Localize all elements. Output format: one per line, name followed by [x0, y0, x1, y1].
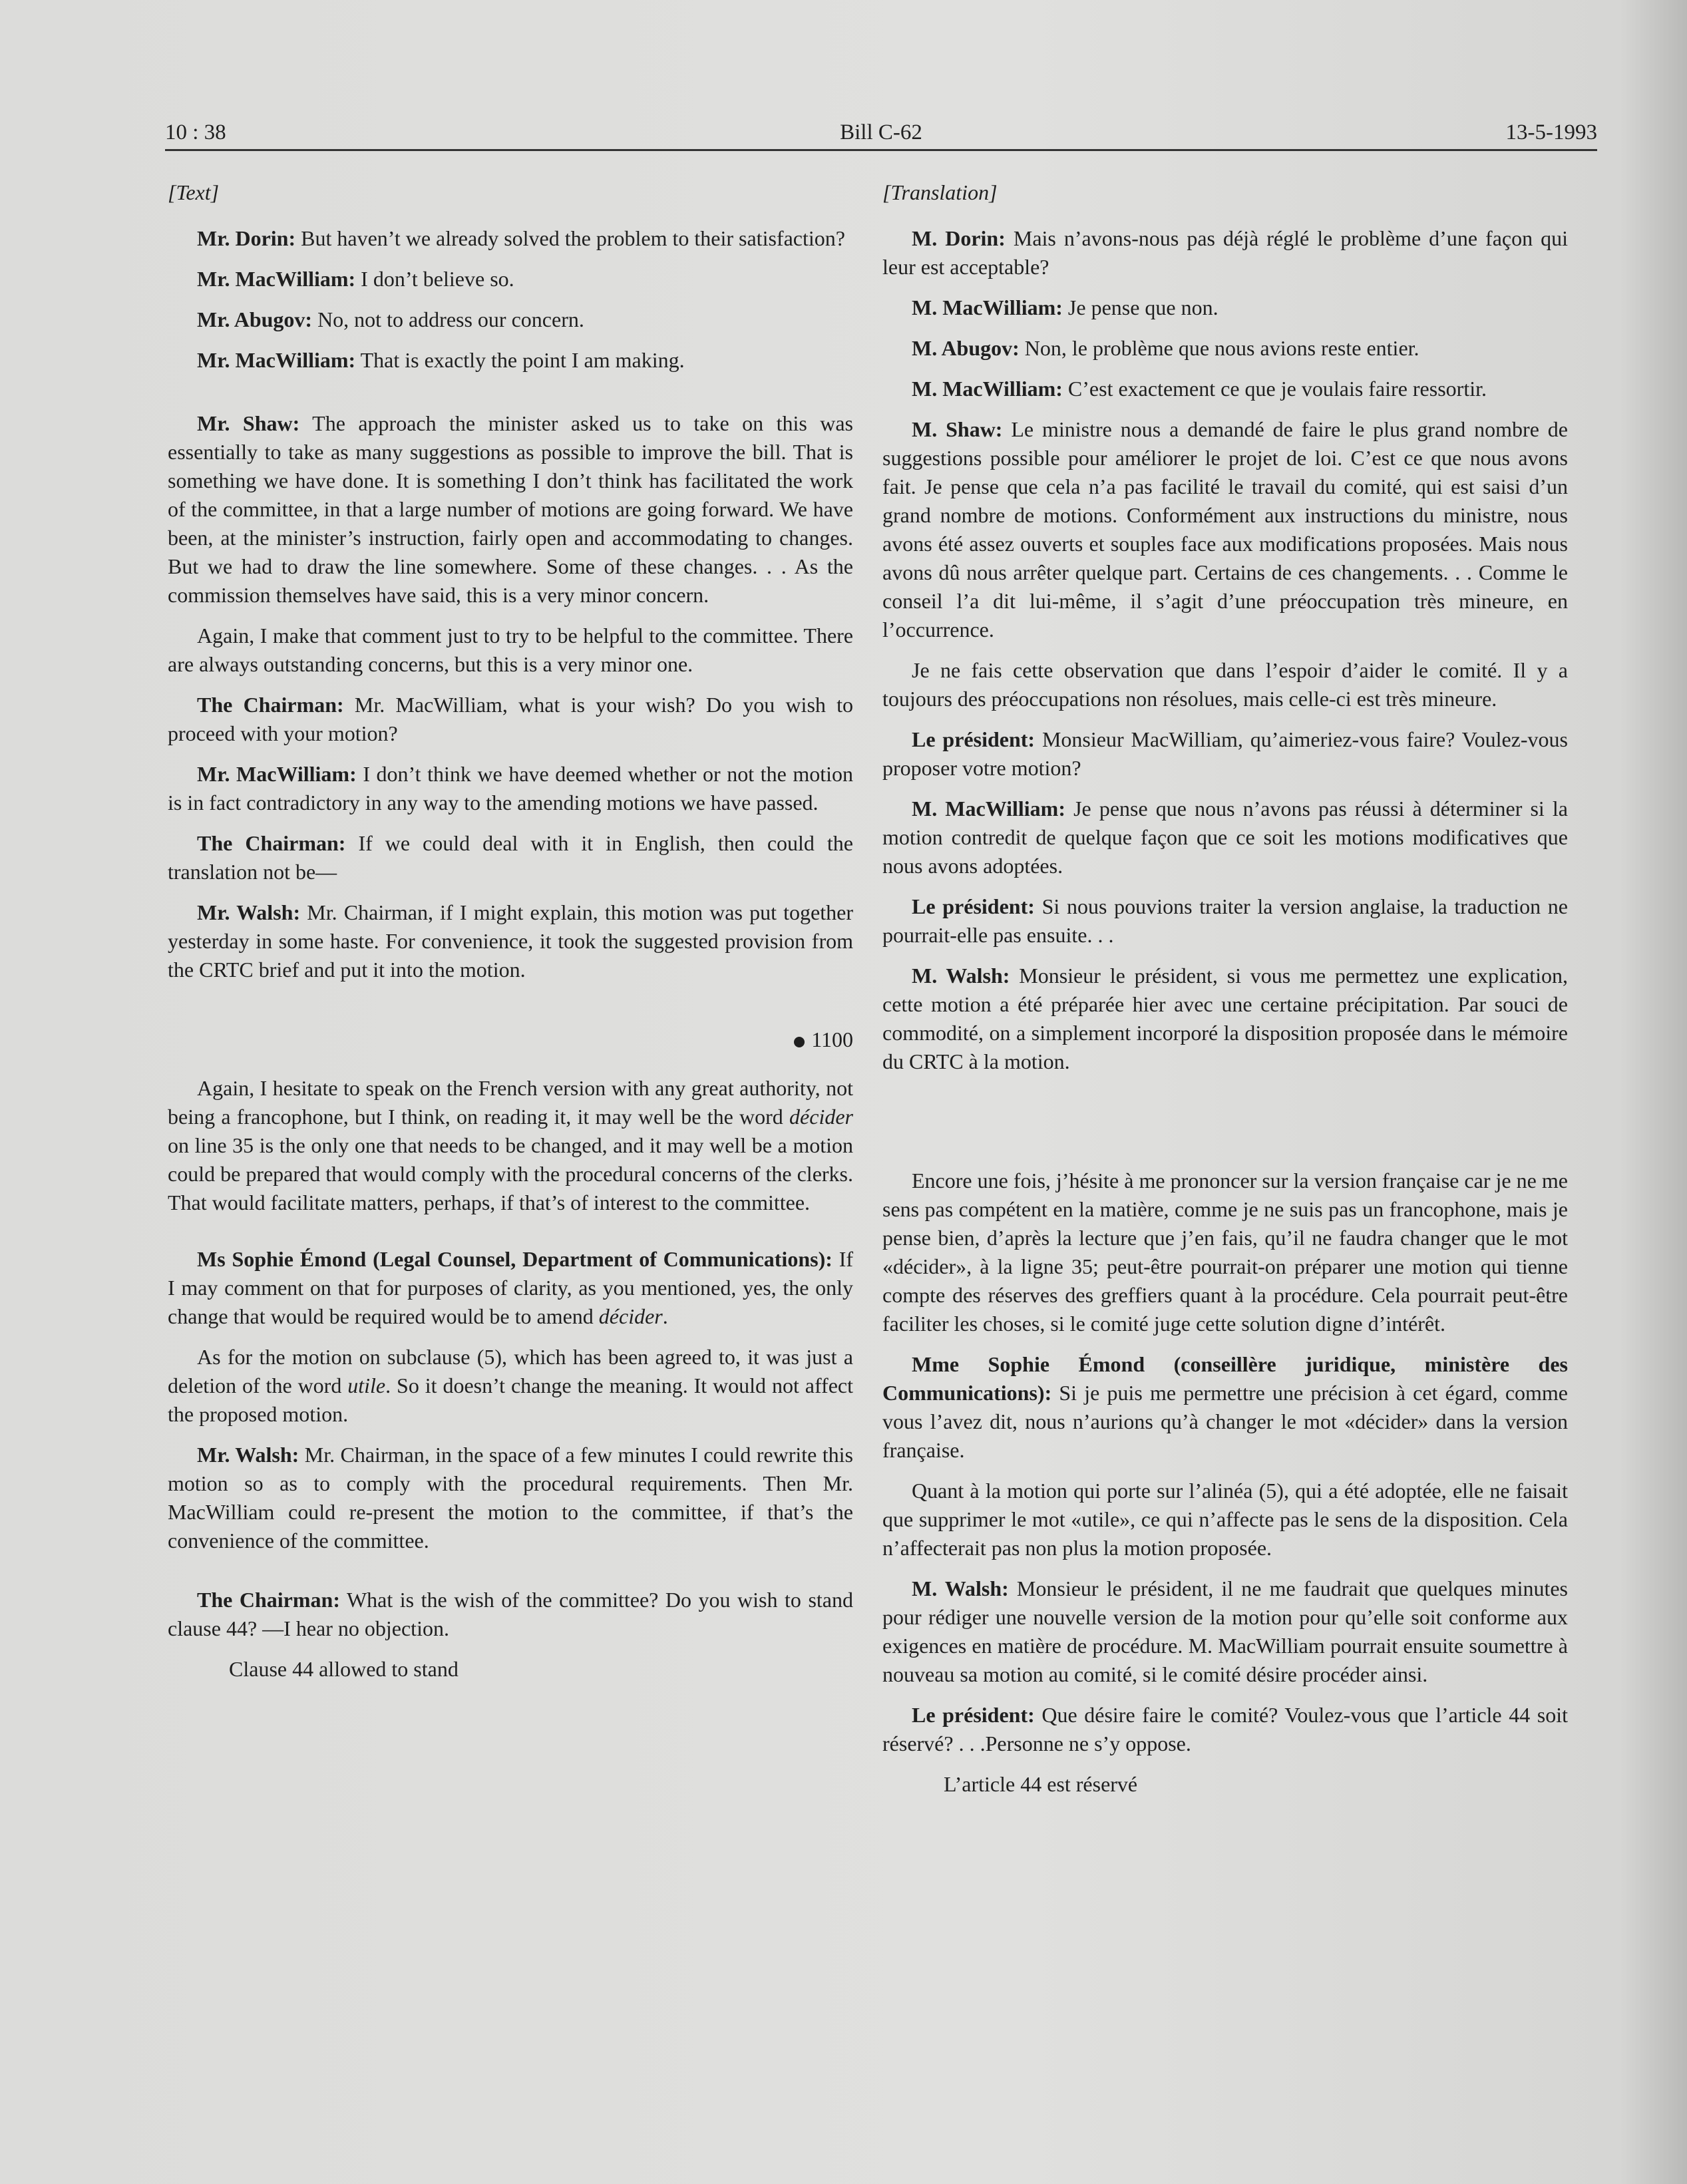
speech: But haven’t we already solved the problem to their satisfaction? — [295, 226, 845, 250]
paragraph — [882, 1574, 1568, 1689]
paragraph — [168, 760, 853, 817]
speaker: Mr. Abugov: — [197, 307, 313, 331]
speaker: M. Walsh: — [912, 1576, 1009, 1600]
speech: As for the motion on subclause (5), which has been agreed to, it was just a deletion of the word — [168, 1345, 853, 1397]
speaker: Le président: — [912, 894, 1035, 918]
speaker: M. MacWilliam: — [912, 377, 1063, 401]
paragraph — [168, 622, 853, 679]
speech: If we could deal with it in English, then could the translation not be— — [168, 831, 854, 884]
speech: on line 35 is the only one that needs to be changed, and it may well be a motion could be prepared that would comply with the procedural concerns of the clerks. That would facilitate matters, perhaps, if that’s of interest to the committee. — [168, 1133, 853, 1214]
paragraph — [168, 409, 853, 610]
speech: Non, le problème que nous avions reste entier. — [1019, 336, 1419, 360]
time-marker — [168, 1025, 853, 1054]
italic-word: décider — [598, 1304, 663, 1328]
speaker: Le président: — [912, 1703, 1035, 1727]
speaker: Ms Sophie Émond (Legal Counsel, Department of Communications): — [197, 1247, 833, 1271]
paragraph — [882, 795, 1568, 880]
italic-word: utile — [347, 1373, 386, 1397]
clause-result: L’article 44 est réservé — [944, 1772, 1138, 1796]
speech: . — [662, 1304, 668, 1328]
text-tag: [Text] — [168, 180, 220, 204]
paragraph — [168, 1586, 853, 1643]
speaker: M. Abugov: — [912, 336, 1020, 360]
speech: I don’t believe so. — [355, 267, 514, 291]
speaker: M. MacWilliam: — [912, 295, 1063, 319]
speaker: M. Shaw: — [912, 417, 1003, 441]
paragraph — [168, 346, 853, 375]
paragraph — [168, 898, 853, 984]
speech: Je ne fais cette observation que dans l’espoir d’aider le comité. Il y a toujours des préoccupations non résolues, mais celle-ci est très mineure. — [882, 658, 1568, 711]
paragraph — [168, 691, 853, 748]
paragraph — [168, 265, 853, 293]
time-marker-value: 1100 — [811, 1027, 853, 1051]
speech: Mais n’avons-nous pas déjà réglé le problème d’une façon qui leur est acceptable? — [882, 226, 1569, 279]
speaker: The Chairman: — [197, 1588, 340, 1612]
speech: Mr. Chairman, in the space of a few minutes I could rewrite this motion so as to comply with the procedural requirements. Then Mr. MacWilliam could re-present the motion to the committee, if that’s the convenience of the committee. — [168, 1443, 854, 1552]
paragraph — [168, 1245, 853, 1331]
english-column — [168, 178, 853, 1684]
speech: Quant à la motion qui porte sur l’alinéa (5), qui a été adoptée, elle ne faisait que supprimer le mot «utile», ce qui n’affecte pas le sens de la disposition. Cela n’affecterait pas non plus la motion proposée. — [882, 1479, 1568, 1560]
speech: The approach the minister asked us to take on this was essentially to take as many suggestions as possible to improve the bill. That is something we have done. It is something I don’t think has facilitated the work of the committee, in that a large number of motions are going forward. We have been, at the minister’s instruction, fairly open and accommodating to changes. But we had to draw the line somewhere. Some of these changes. . . As the commission themselves have said, this is a very minor concern. — [168, 411, 854, 607]
speech: Again, I hesitate to speak on the French version with any great authority, not being a francophone, but I think, on reading it, it may well be the word — [168, 1076, 853, 1129]
paragraph — [882, 656, 1568, 713]
speech: Si je puis me permettre une précision à cet égard, comme vous l’avez dit, nous n’aurions qu’à changer le mot «décider» dans la version française. — [882, 1381, 1568, 1462]
paragraph — [882, 892, 1568, 950]
speech: Le ministre nous a demandé de faire le plus grand nombre de suggestions possible pour améliorer le projet de loi. C’est ce que nous avons fait. Je pense que cela n’a pas facilité le travail du comité, qui est saisi d’un grand nombre de motions. Conformément aux instructions du ministre, nous avons été assez ouverts et souples face aux modifications proposées. Mais nous avons dû nous arrêter quelque part. Certains de ces changements. . . Comme le conseil l’a dit lui-même, il s’agit d’une préoccupation très mineure, en l’occurrence. — [882, 417, 1569, 641]
speech: Encore une fois, j’hésite à me prononcer sur la version française car je ne me sens pas compétent en la matière, comme je ne suis pas un francophone, mais je pense bien, d’après la lecture que j’en fais, qu’il ne faudra changer que le mot «décider», à la ligne 35; peut-être pourrait-on préparer une motion qui tienne compte des réserves des greffiers quant à la procédure. Cela pourrait peut-être faciliter les choses, si le comité juge cette solution digne d’intérêt. — [882, 1169, 1568, 1336]
speaker: The Chairman: — [197, 831, 346, 855]
speech: . So it doesn’t change the meaning. It would not affect the proposed motion. — [168, 1373, 854, 1426]
speaker: Mme Sophie Émond (conseillère juridique, ministère des Communications): — [882, 1352, 1568, 1405]
french-column — [882, 178, 1568, 1799]
speech: Monsieur le président, si vous me permettez une explication, cette motion a été préparée hier avec une certaine précipitation. Par souci de commodité, on a simplement incorporé la disposition proposée dans le mémoire du CRTC à la motion. — [882, 964, 1569, 1073]
speech: What is the wish of the committee? Do you wish to stand clause 44? —I hear no objection. — [168, 1588, 854, 1640]
paragraph — [168, 305, 853, 334]
speech: Again, I make that comment just to try to be helpful to the committee. There are always outstanding concerns, but this is a very minor one. — [168, 624, 853, 676]
paragraph — [882, 415, 1568, 644]
speaker: M. MacWilliam: — [912, 797, 1065, 820]
italic-word: décider — [789, 1105, 853, 1129]
speech: C’est exactement ce que je voulais faire ressortir. — [1062, 377, 1487, 401]
paragraph — [882, 1167, 1568, 1338]
speech: Je pense que nous n’avons pas réussi à déterminer si la motion contredit de quelque façon que ce soit les motions modificatives que nous avons adoptées. — [882, 797, 1569, 878]
speaker: Mr. MacWilliam: — [197, 348, 356, 372]
speech: No, not to address our concern. — [312, 307, 584, 331]
paragraph — [882, 293, 1568, 322]
speech: Je pense que non. — [1062, 295, 1218, 319]
speech: That is exactly the point I am making. — [355, 348, 685, 372]
paragraph — [882, 1701, 1568, 1758]
translation-tag: [Translation] — [882, 180, 998, 204]
paragraph — [882, 1477, 1568, 1562]
speaker: Le président: — [912, 727, 1035, 751]
speaker: M. Dorin: — [912, 226, 1006, 250]
speech: Mr. Chairman, if I might explain, this motion was put together yesterday in some haste. For convenience, it took the suggested provision from the CRTC brief and put it into the motion. — [168, 900, 854, 982]
speech: If I may comment on that for purposes of clarity, as you mentioned, yes, the only change that would be required would be to amend — [168, 1247, 854, 1328]
paragraph — [168, 224, 853, 253]
speaker: Mr. Dorin: — [197, 226, 296, 250]
paragraph — [882, 375, 1568, 403]
date: 13-5-1993 — [1505, 120, 1597, 144]
paragraph — [168, 1441, 853, 1555]
speaker: M. Walsh: — [912, 964, 1010, 988]
paragraph — [168, 1074, 853, 1217]
speaker: Mr. MacWilliam: — [197, 267, 356, 291]
paragraph — [882, 1350, 1568, 1465]
bullet-icon — [794, 1037, 805, 1047]
paragraph — [882, 334, 1568, 363]
bill-title: Bill C-62 — [840, 120, 922, 144]
speaker: Mr. Walsh: — [197, 1443, 299, 1467]
speech: Monsieur le président, il ne me faudrait que quelques minutes pour rédiger une nouvelle version de la motion pour qu’elle soit conforme aux exigences en matière de procédure. M. MacWilliam pourrait ensuite soumettre à nouveau sa motion au comité, si le comité désire procéder ainsi. — [882, 1576, 1569, 1686]
speaker: Mr. Walsh: — [197, 900, 301, 924]
speech: Que désire faire le comité? Voulez-vous que l’article 44 soit réservé? . . .Personne ne s’y oppose. — [882, 1703, 1568, 1755]
paragraph — [168, 829, 853, 886]
page-number: 10 : 38 — [165, 120, 226, 144]
speaker: The Chairman: — [197, 693, 344, 717]
speaker: Mr. MacWilliam: — [197, 762, 357, 786]
paragraph — [882, 725, 1568, 783]
speech: Mr. MacWilliam, what is your wish? Do you wish to proceed with your motion? — [168, 693, 854, 745]
paragraph — [882, 962, 1568, 1076]
speaker: Mr. Shaw: — [197, 411, 300, 435]
speech: Monsieur MacWilliam, qu’aimeriez-vous faire? Voulez-vous proposer votre motion? — [882, 727, 1569, 780]
clause-result: Clause 44 allowed to stand — [229, 1657, 459, 1681]
paragraph — [168, 1343, 853, 1429]
speech: Si nous pouvions traiter la version anglaise, la traduction ne pourrait-elle pas ensuite. . . — [882, 894, 1569, 947]
page-header — [165, 112, 1597, 151]
paragraph — [882, 224, 1568, 281]
speech: I don’t think we have deemed whether or not the motion is in fact contradictory in any way to the amending motions we have passed. — [168, 762, 854, 815]
